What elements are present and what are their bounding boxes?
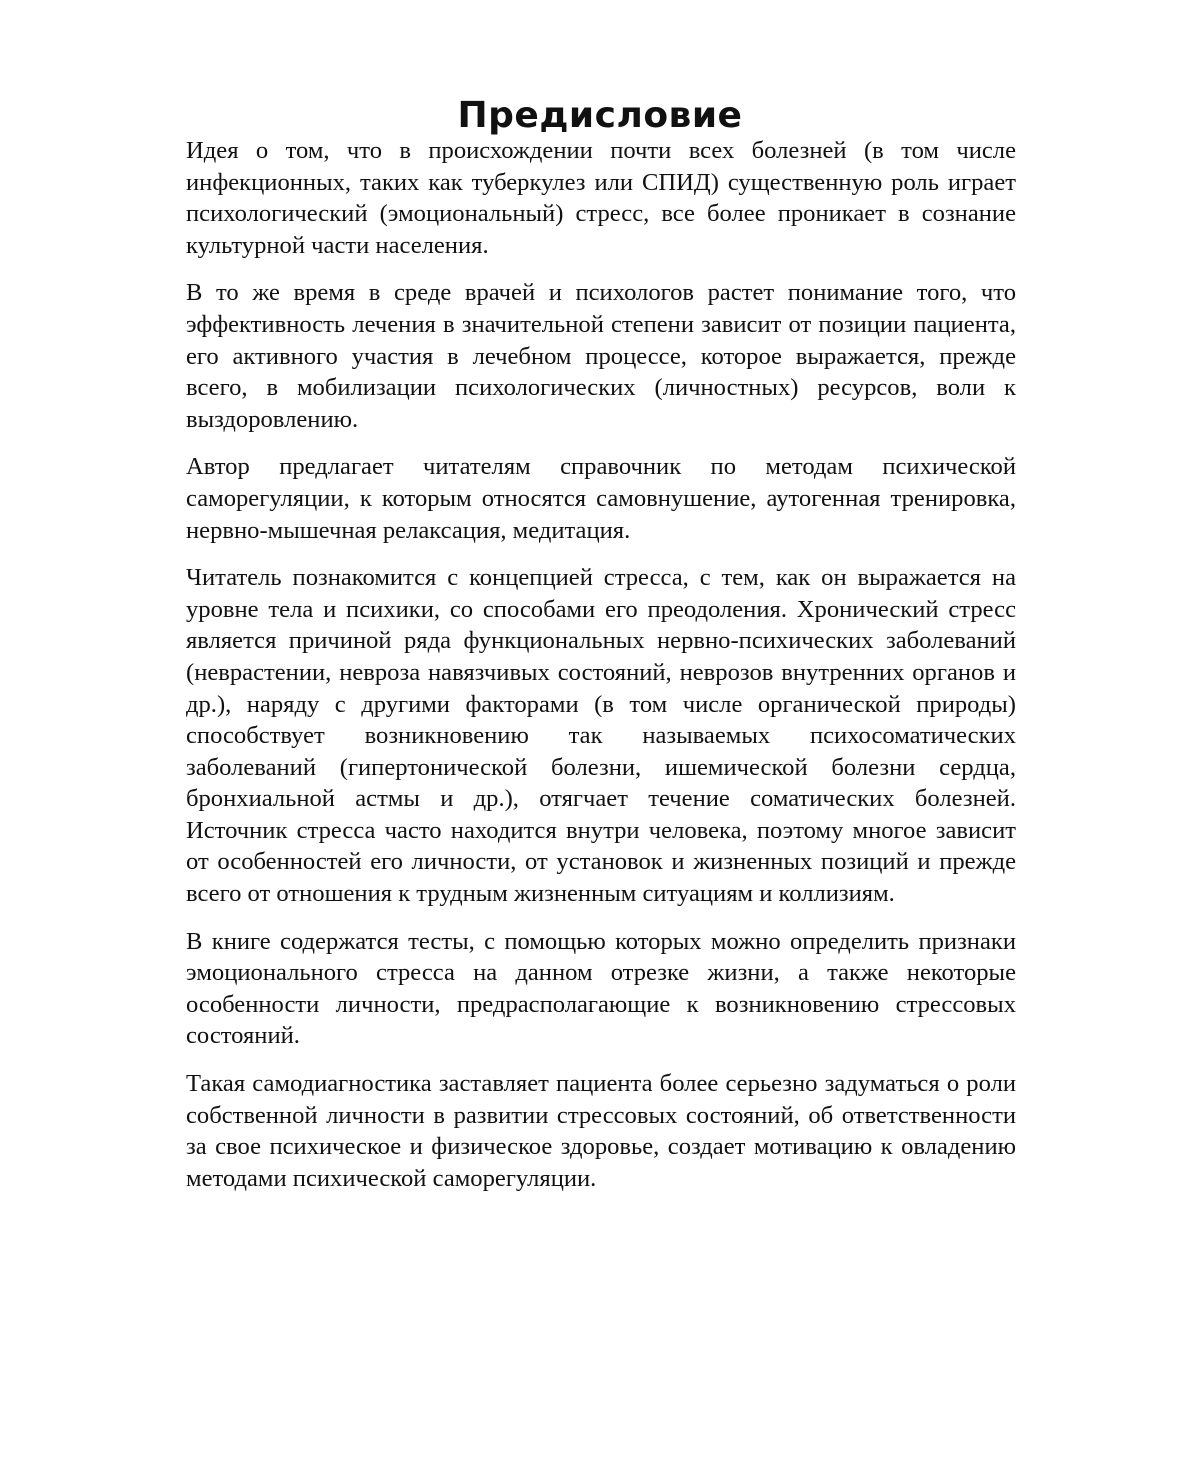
paragraph: Автор предлагает читателям справочник по методам психической саморегуляции, к которым относятся самовнушение, аутогенная тренировка, нервно-мышечная релаксация, медитация. <box>186 451 1016 546</box>
body-text <box>186 135 1016 1194</box>
paragraph: Идея о том, что в происхождении почти всех болезней (в том числе инфекционных, таких как туберкулез или СПИД) существенную роль играет психологический (эмоциональный) стресс, все более проникает в сознание культурной части населения. <box>186 135 1016 261</box>
page-title: Предисловие <box>0 90 1200 142</box>
paragraph: В то же время в среде врачей и психологов растет понимание того, что эффективность лечения в значительной степени зависит от позиции пациента, его активного участия в лечебном процессе, которое выражается, прежде всего, в мобилизации психологических (личностных) ресурсов, воли к выздоровлению. <box>186 277 1016 435</box>
paragraph: Такая самодиагностика заставляет пациента более серьезно задуматься о роли собственной личности в развитии стрессовых состояний, об ответственности за свое психическое и физическое здоровье, создает мотивацию к овладению методами психической саморегуляции. <box>186 1068 1016 1194</box>
paragraph: В книге содержатся тесты, с помощью которых можно определить признаки эмоционального стресса на данном отрезке жизни, а также некоторые особенности личности, предрасполагающие к возникновению стрессовых состояний. <box>186 926 1016 1052</box>
paragraph: Читатель познакомится с концепцией стресса, с тем, как он выражается на уровне тела и психики, со способами его преодоления. Хронический стресс является причиной ряда функциональных нервно-психических заболеваний (неврастении, невроза навязчивых состояний, неврозов внутренних органов и др.), наряду с другими факторами (в том числе органической природы) способствует возникновению так называемых психосоматических заболеваний (гипертонической болезни, ишемической болезни сердца, бронхиальной астмы и др.), отягчает течение соматических болезней. Источник стресса часто находится внутри человека, поэтому многое зависит от особенностей его личности, от установок и жизненных позиций и прежде всего от отношения к трудным жизненным ситуациям и коллизиям. <box>186 562 1016 910</box>
document-page <box>0 0 1200 1473</box>
